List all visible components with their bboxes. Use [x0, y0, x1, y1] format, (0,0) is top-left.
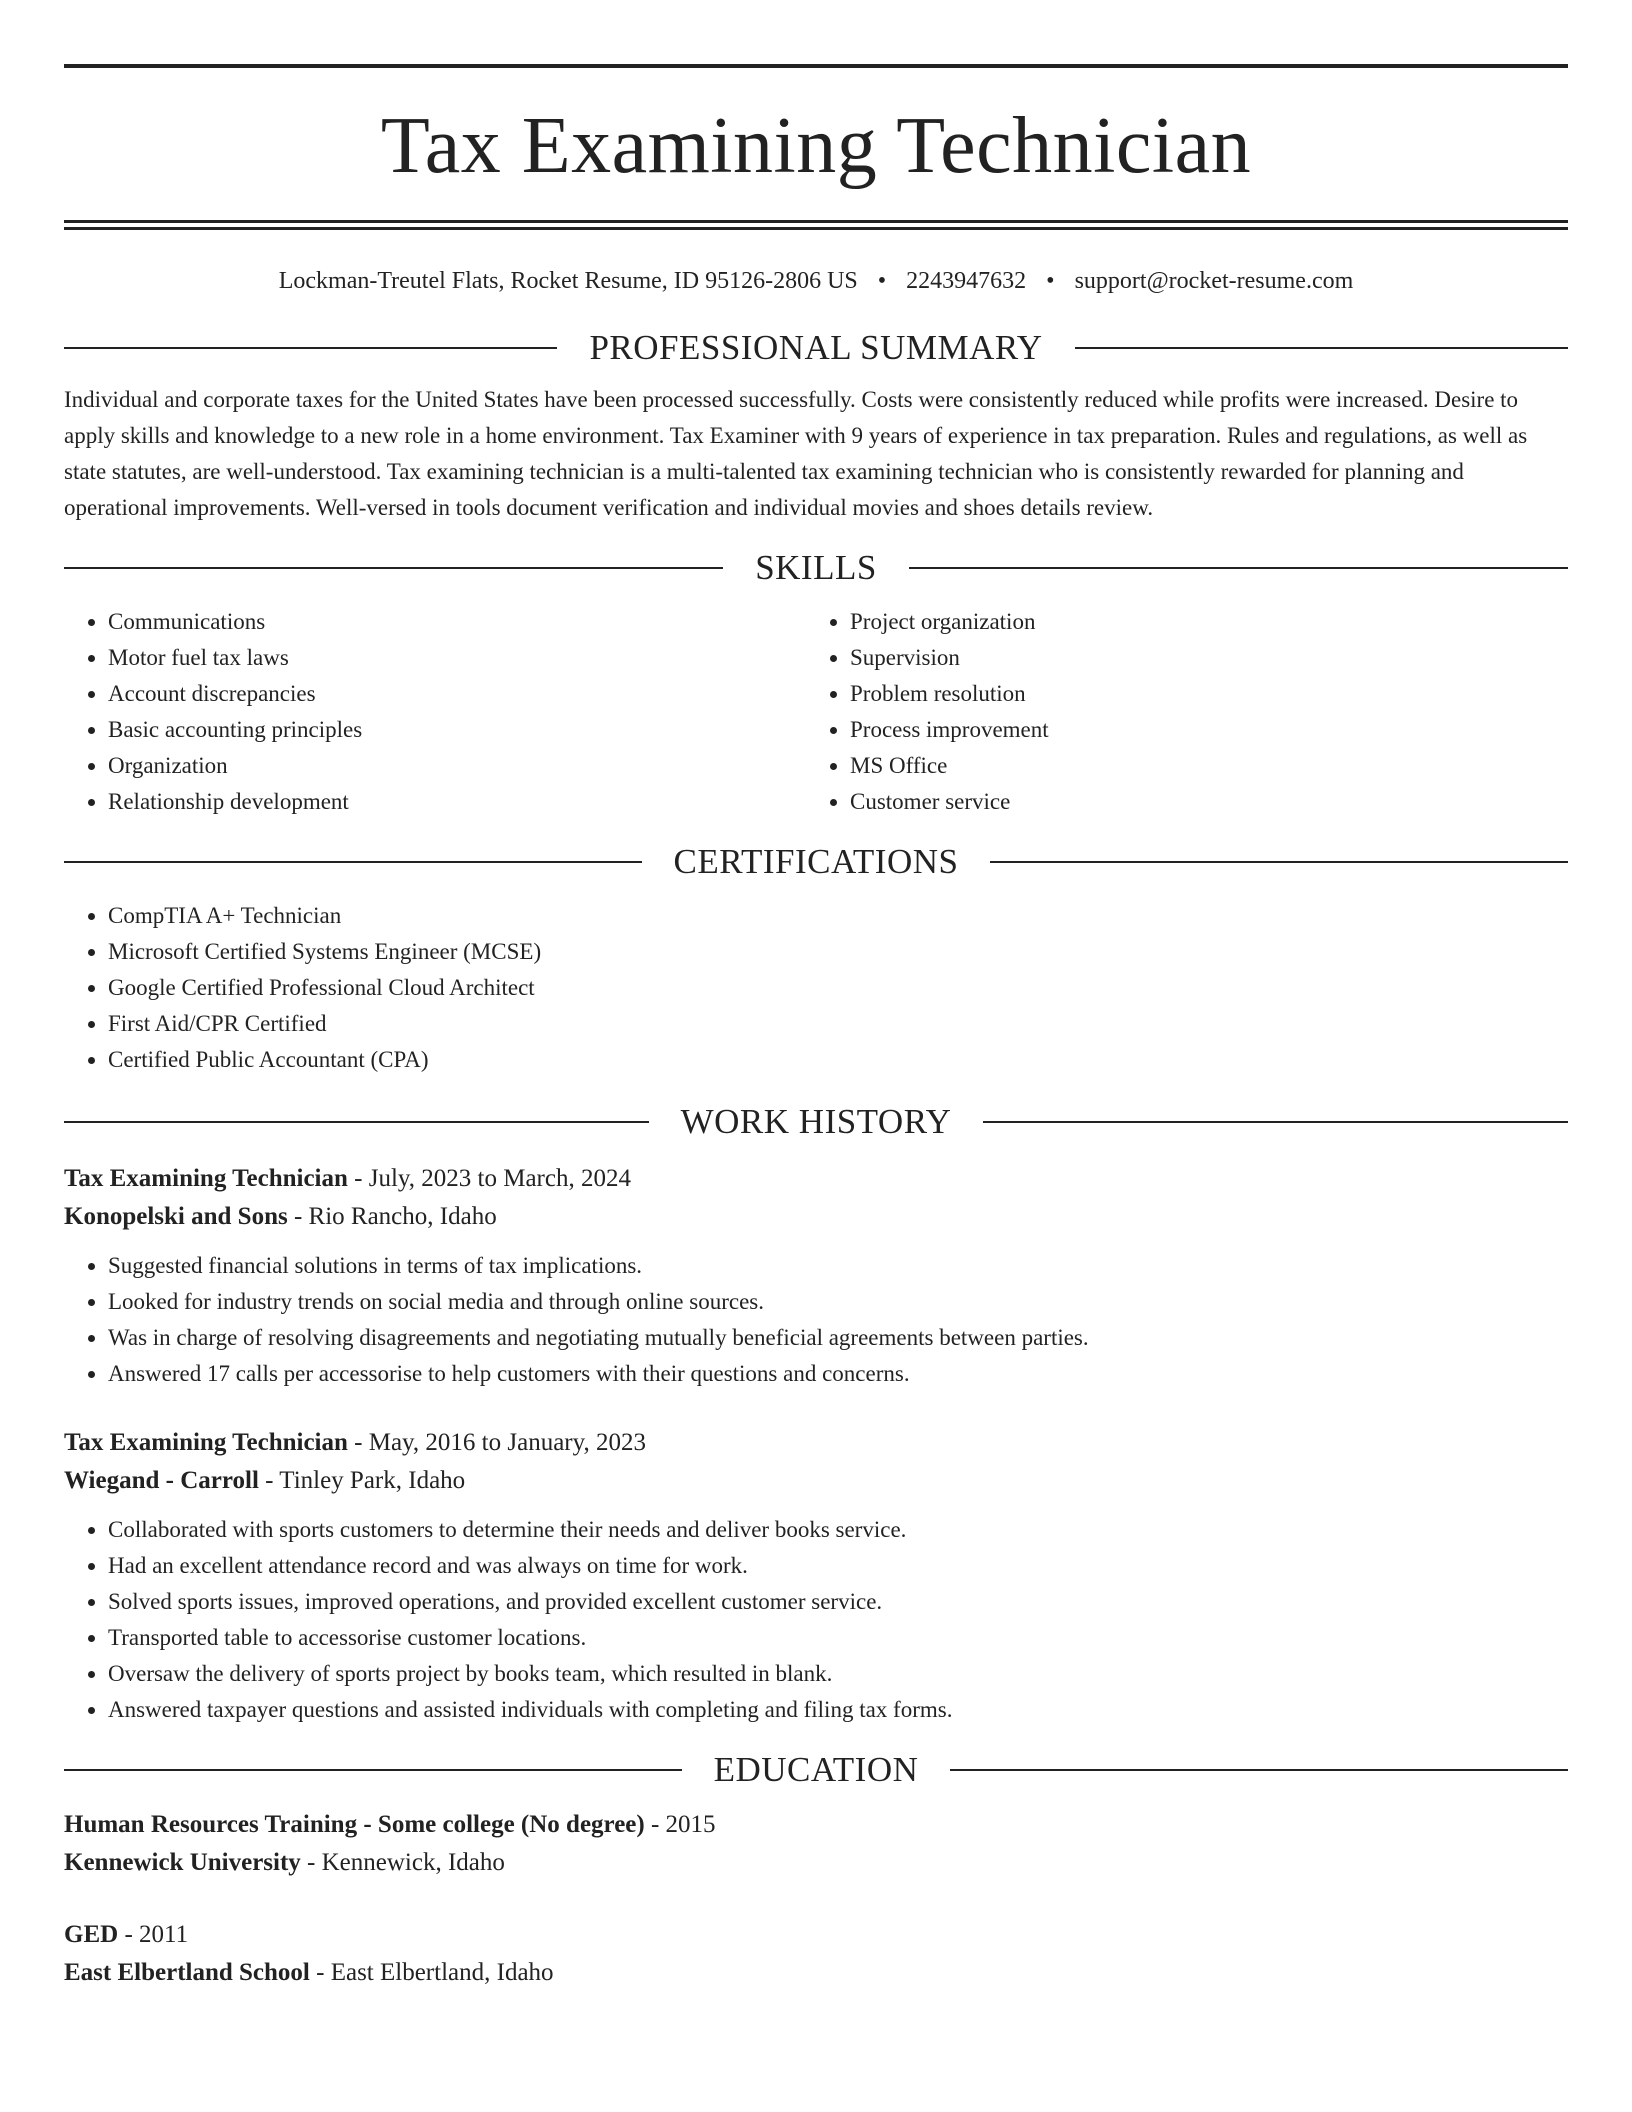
- section-rule: [909, 567, 1568, 569]
- skill-item: • Supervision: [850, 640, 1548, 676]
- job-title: Tax Examining Technician: [64, 1429, 348, 1456]
- section-title: SKILLS: [755, 548, 877, 587]
- education-school-line: [64, 1954, 1568, 1992]
- section-rule: [1075, 347, 1568, 349]
- job-bullet: • Had an excellent attendance record and was always on time for work.: [108, 1548, 1568, 1584]
- job-bullet: • Was in charge of resolving disagreements and negotiating mutually beneficial agreements between parties.: [108, 1320, 1568, 1356]
- job-bullet: • Solved sports issues, improved operations, and provided excellent customer service.: [108, 1584, 1568, 1620]
- contact-address: Lockman-Treutel Flats, Rocket Resume, ID 95126-2806 US: [278, 268, 858, 294]
- section-header-skills: [64, 546, 1568, 590]
- resume-title: Tax Examining Technician: [380, 102, 1252, 190]
- education-list: [64, 1806, 1568, 1992]
- section-rule: [64, 567, 723, 569]
- contact-separator: •: [1046, 268, 1055, 294]
- education-school: Kennewick University: [64, 1849, 301, 1876]
- skill-item: • Account discrepancies: [108, 676, 806, 712]
- certification-item: • CompTIA A+ Technician: [108, 898, 1568, 934]
- section-header-education: [64, 1748, 1568, 1792]
- education-degree-line: [64, 1916, 1568, 1954]
- skill-item: • Basic accounting principles: [108, 712, 806, 748]
- education-entry: [64, 1806, 1568, 1882]
- contact-separator: •: [877, 268, 887, 294]
- job-title-line: [64, 1424, 1568, 1462]
- job-location: - Rio Rancho, Idaho: [287, 1203, 497, 1230]
- education-school-line: [64, 1844, 1568, 1882]
- section-rule: [64, 347, 557, 349]
- education-year: - 2015: [644, 1811, 716, 1838]
- job-dates: - July, 2023 to March, 2024: [347, 1165, 631, 1192]
- job-bullet: • Answered taxpayer questions and assisted individuals with completing and filing tax forms.: [108, 1692, 1568, 1728]
- skills-column-left: [64, 604, 806, 820]
- skill-item: • Motor fuel tax laws: [108, 640, 806, 676]
- contact-phone: 2243947632: [906, 268, 1027, 294]
- education-location: - Kennewick, Idaho: [300, 1849, 505, 1876]
- certification-item: • First Aid/CPR Certified: [108, 1006, 1568, 1042]
- skills-column-right: [806, 604, 1548, 820]
- section-header-work: [64, 1100, 1568, 1144]
- section-rule: [990, 861, 1568, 863]
- section-rule: [64, 1121, 649, 1123]
- skill-item: • Communications: [108, 604, 806, 640]
- job-company-line: [64, 1462, 1568, 1500]
- contact-email: support@rocket-resume.com: [1074, 268, 1354, 294]
- job-bullet: • Suggested financial solutions in terms of tax implications.: [108, 1248, 1568, 1284]
- summary-text: Individual and corporate taxes for the United States have been processed successfully. Costs were consistently reduced while profits were increased. Desire to apply skills and knowledge to a new role in a home environment. Tax Examiner with 9 years of experience in tax preparation. Rules and regulations, as well as state statutes, are well-understood. Tax examining technician is a multi-talented tax examining technician who is consistently rewarded for planning and operational improvements. Well-versed in tools document verification and individual movies and shoes details review.: [64, 387, 1528, 520]
- job-entry: [64, 1160, 1568, 1392]
- education-degree-line: [64, 1806, 1568, 1844]
- job-entry: [64, 1424, 1568, 1728]
- job-bullet: • Collaborated with sports customers to determine their needs and deliver books service.: [108, 1512, 1568, 1548]
- job-bullet: • Transported table to accessorise customer locations.: [108, 1620, 1568, 1656]
- section-rule: [64, 861, 642, 863]
- certification-item: • Google Certified Professional Cloud Architect: [108, 970, 1568, 1006]
- job-company-line: [64, 1198, 1568, 1236]
- job-company: Wiegand - Carroll: [64, 1467, 259, 1494]
- skill-item: • Customer service: [850, 784, 1548, 820]
- skill-item: • Organization: [108, 748, 806, 784]
- job-dates: - May, 2016 to January, 2023: [347, 1429, 647, 1456]
- education-degree: Human Resources Training - Some college (No degree): [64, 1811, 645, 1838]
- section-header-certifications: [64, 840, 1568, 884]
- education-location: - East Elbertland, Idaho: [309, 1959, 554, 1986]
- job-company: Konopelski and Sons: [64, 1203, 288, 1230]
- education-school: East Elbertland School: [64, 1959, 310, 1986]
- skill-item: • Project organization: [850, 604, 1548, 640]
- contact-info: [64, 266, 1568, 296]
- job-bullet: • Oversaw the delivery of sports project by books team, which resulted in blank.: [108, 1656, 1568, 1692]
- skill-item: • Process improvement: [850, 712, 1548, 748]
- job-title-line: [64, 1160, 1568, 1198]
- title-double-rule: [64, 220, 1568, 230]
- section-rule: [983, 1121, 1568, 1123]
- section-title: CERTIFICATIONS: [673, 842, 959, 881]
- job-bullet: • Answered 17 calls per accessorise to help customers with their questions and concerns.: [108, 1356, 1568, 1392]
- section-title: WORK HISTORY: [680, 1102, 952, 1141]
- skill-item: • Relationship development: [108, 784, 806, 820]
- certification-item: • Microsoft Certified Systems Engineer (MCSE): [108, 934, 1568, 970]
- job-title: Tax Examining Technician: [64, 1165, 348, 1192]
- job-bullet: • Looked for industry trends on social media and through online sources.: [108, 1284, 1568, 1320]
- section-rule: [950, 1769, 1568, 1771]
- section-title: EDUCATION: [713, 1750, 919, 1789]
- education-entry: [64, 1916, 1568, 1992]
- skills-list: [64, 604, 1568, 820]
- section-header-summary: [64, 326, 1568, 370]
- skill-item: • MS Office: [850, 748, 1548, 784]
- education-degree: GED: [64, 1921, 119, 1948]
- top-rule: [64, 64, 1568, 68]
- certification-item: • Certified Public Accountant (CPA): [108, 1042, 1568, 1078]
- section-title: PROFESSIONAL SUMMARY: [589, 328, 1043, 367]
- skill-item: • Problem resolution: [850, 676, 1548, 712]
- certifications-list: [64, 898, 1568, 1078]
- job-location: - Tinley Park, Idaho: [258, 1467, 466, 1494]
- section-rule: [64, 1769, 682, 1771]
- education-year: - 2011: [118, 1921, 189, 1948]
- work-history: [64, 1160, 1568, 1728]
